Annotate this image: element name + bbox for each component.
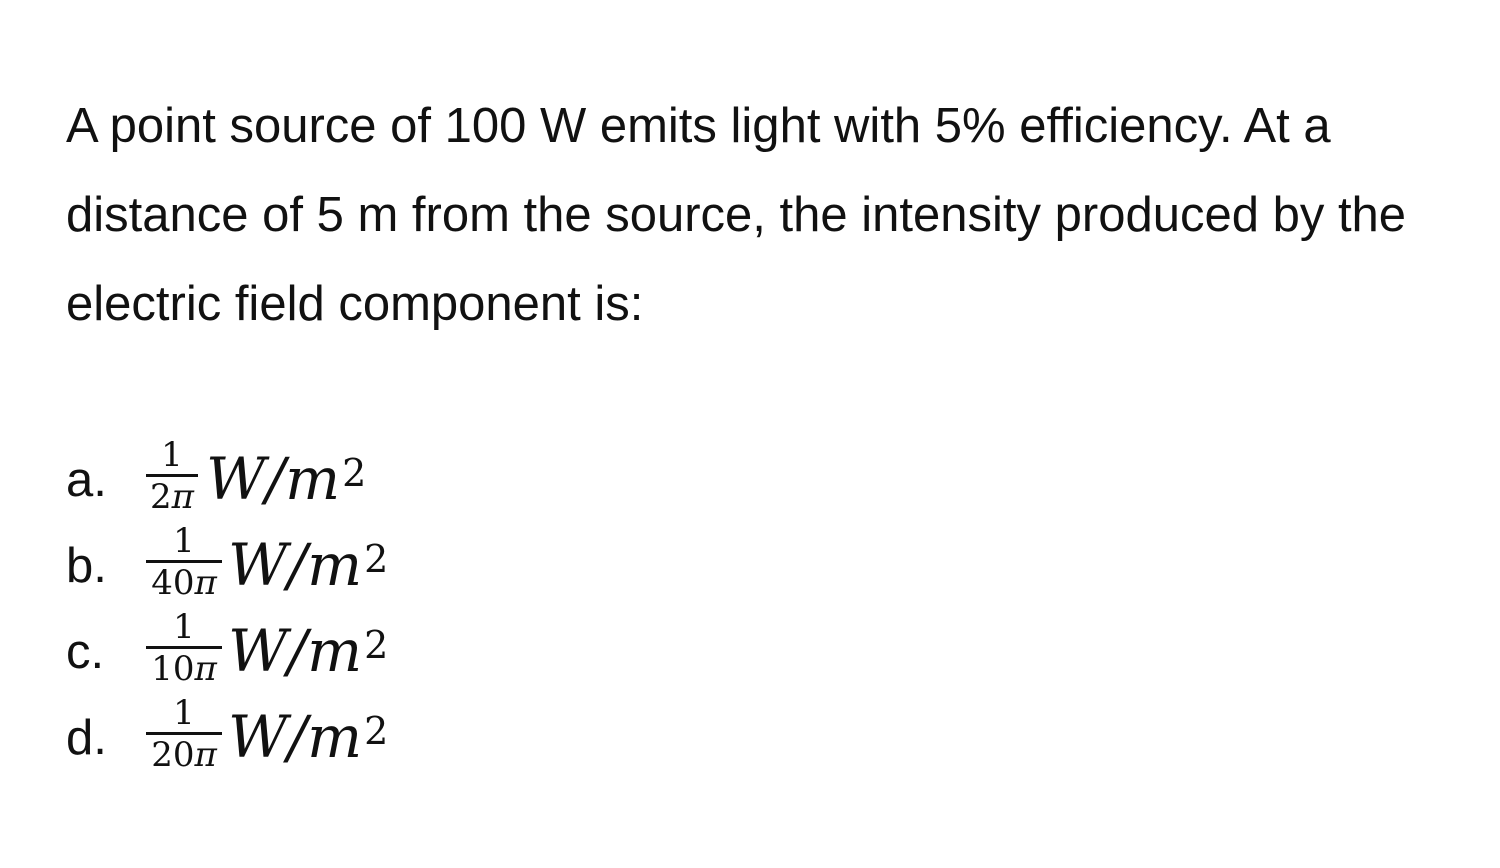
fraction xyxy=(146,694,222,773)
option-letter: d. xyxy=(66,711,107,765)
fraction-denominator xyxy=(146,477,198,515)
option-letter: b. xyxy=(66,539,107,593)
unit xyxy=(228,532,388,598)
denominator-number: 40 xyxy=(151,563,195,603)
unit-exponent: 2 xyxy=(364,623,389,667)
fraction-numerator: 1 xyxy=(173,693,195,733)
fraction-numerator: 1 xyxy=(173,607,195,647)
pi-symbol: π xyxy=(194,735,217,775)
denominator-number: 10 xyxy=(151,649,195,689)
fraction-numerator: 1 xyxy=(161,435,183,475)
unit-text: W/m xyxy=(228,531,363,599)
fraction xyxy=(146,608,222,687)
pi-symbol: π xyxy=(194,563,217,603)
denominator-number: 20 xyxy=(151,735,195,775)
question-text: A point source of 100 W emits light with 5% efficiency. At a distance of 5 m from the source, the intensity produced by the electric field component is: xyxy=(66,99,1407,331)
pi-symbol: π xyxy=(194,649,217,689)
unit-exponent: 2 xyxy=(364,709,389,753)
option-letter: c. xyxy=(66,625,105,679)
unit-exponent: 2 xyxy=(364,537,389,581)
pi-symbol: π xyxy=(171,477,194,517)
unit-exponent: 2 xyxy=(342,451,367,495)
unit xyxy=(228,618,388,684)
fraction xyxy=(146,436,198,515)
fraction xyxy=(146,522,222,601)
unit xyxy=(206,446,366,512)
fraction-numerator: 1 xyxy=(173,521,195,561)
unit-text: W/m xyxy=(228,703,363,771)
fraction-denominator xyxy=(146,649,222,687)
option-letter: a. xyxy=(66,453,107,507)
denominator-number: 2 xyxy=(150,477,172,517)
unit-text: W/m xyxy=(228,617,363,685)
fraction-denominator xyxy=(146,735,222,773)
unit xyxy=(228,704,388,770)
unit-text: W/m xyxy=(206,445,341,513)
fraction-denominator xyxy=(146,563,222,601)
